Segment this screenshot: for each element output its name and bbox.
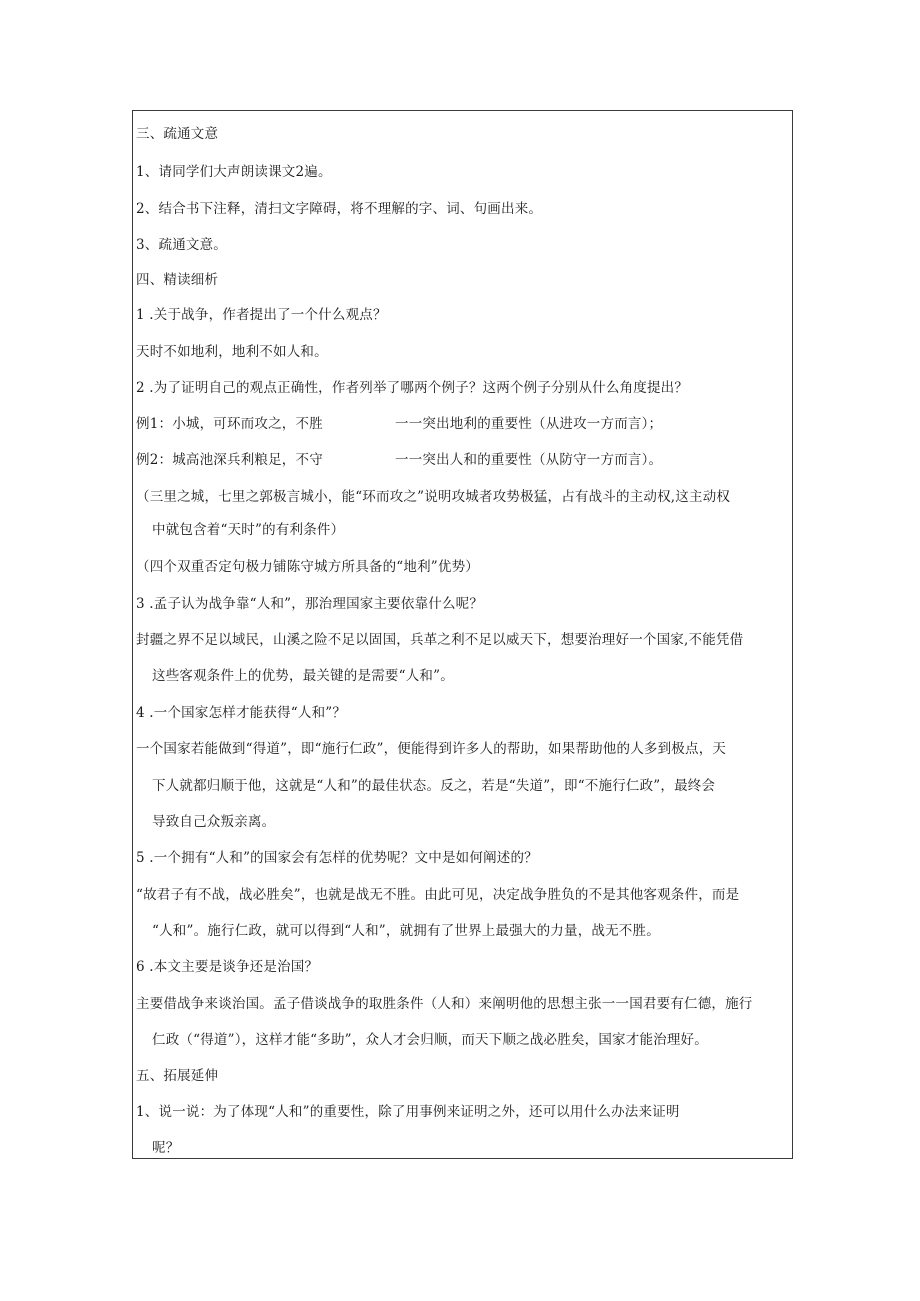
q6-answer-line-1: 主要借战争来谈治国。孟子借谈战争的取胜条件（人和）来阐明他的思想主张一一国君要有仁德，施行 bbox=[136, 996, 753, 1012]
q2-note-1-line-2: 中就包含着“天时”的有利条件） bbox=[152, 522, 345, 538]
q3-question: 3 .孟子认为战争靠“人和”，那治理国家主要依靠什么呢？ bbox=[136, 596, 484, 612]
section-5-heading: 五、拓展延伸 bbox=[136, 1068, 219, 1084]
q6-question: 6 .本文主要是谈争还是治国？ bbox=[136, 959, 319, 975]
q6-answer-line-2: 仁政（“得道”），这样才能“多助”，众人才会归顺，而天下顺之战必胜矣，国家才能治理好。 bbox=[152, 1032, 708, 1048]
section-3-item-2: 2、结合书下注释，清扫文字障碍，将不理解的字、词、句画出来。 bbox=[136, 201, 543, 217]
q5-answer-line-2: “人和”。施行仁政，就可以得到“人和”，就拥有了世界上最强大的力量，战无不胜。 bbox=[152, 923, 660, 939]
q4-answer-line-3: 导致自己众叛亲离。 bbox=[152, 814, 276, 830]
q1-answer: 天时不如地利，地利不如人和。 bbox=[136, 344, 328, 360]
q2-example-1-left: 例1：小城，可环而攻之，不胜 bbox=[136, 416, 323, 432]
section-5-item-1-line-1: 1、说一说：为了体现“人和”的重要性，除了用事例来证明之外，还可以用什么办法来证明 bbox=[136, 1104, 680, 1120]
q4-answer-line-1: 一个国家若能做到“得道”，即“施行仁政”，便能得到许多人的帮助，如果帮助他的人多到极点，天 bbox=[136, 741, 727, 757]
q2-question: 2 .为了证明自己的观点正确性，作者列举了哪两个例子？这两个例子分别从什么角度提出？ bbox=[136, 380, 689, 396]
section-3-item-1: 1、请同学们大声朗读课文2遍。 bbox=[136, 164, 332, 180]
q2-note-1-line-1: （三里之城，七里之郭极言城小，能“环而攻之”说明攻城者攻势极猛，占有战斗的主动权,这主动权 bbox=[136, 489, 731, 505]
q2-note-2: （四个双重否定句极力铺陈守城方所具备的“地利”优势） bbox=[136, 559, 480, 575]
q4-question: 4 .一个国家怎样才能获得“人和”？ bbox=[136, 705, 347, 721]
q2-example-2-right: 一一突出人和的重要性（从防守一方而言）。 bbox=[395, 452, 663, 468]
q2-example-1-right: 一一突出地利的重要性（从进攻一方而言）； bbox=[395, 416, 663, 432]
section-3-heading: 三、疏通文意 bbox=[136, 126, 219, 142]
section-3-item-3: 3、疏通文意。 bbox=[136, 237, 227, 253]
q3-answer-line-1: 封疆之界不足以域民，山溪之险不足以固国，兵革之利不足以威天下，想要治理好一个国家,不能凭借 bbox=[136, 632, 744, 648]
q5-question: 5 .一个拥有“人和”的国家会有怎样的优势呢？文中是如何阐述的？ bbox=[136, 850, 538, 866]
section-5-item-1-line-2: 呢？ bbox=[152, 1140, 180, 1156]
q2-example-2-left: 例2：城高池深兵利粮足，不守 bbox=[136, 452, 323, 468]
q5-answer-line-1: “故君子有不战，战必胜矣”，也就是战无不胜。由此可见，决定战争胜负的不是其他客观条件，而是 bbox=[136, 887, 740, 903]
q3-answer-line-2: 这些客观条件上的优势，最关键的是需要“人和”。 bbox=[152, 668, 454, 684]
section-4-heading: 四、精读细析 bbox=[136, 272, 219, 288]
q1-question: 1 .关于战争，作者提出了一个什么观点？ bbox=[136, 307, 387, 323]
q4-answer-line-2: 下人就都归顺于他，这就是“人和”的最佳状态。反之，若是“失道”，即“不施行仁政”，最终会 bbox=[152, 778, 716, 794]
